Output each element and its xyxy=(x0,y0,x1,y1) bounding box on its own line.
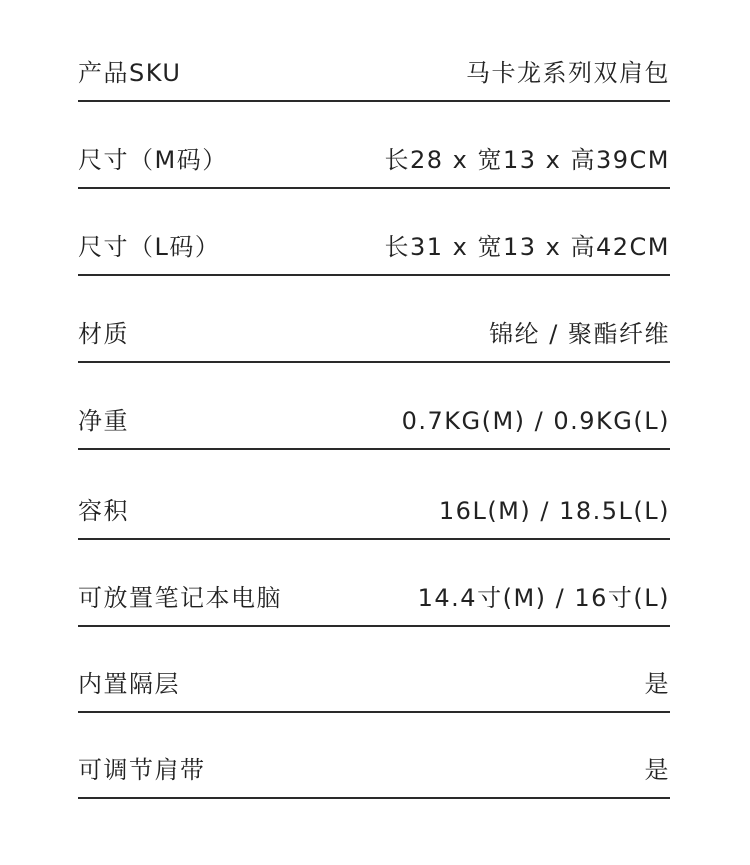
spec-label: 材质 xyxy=(78,320,129,348)
spec-row-size-m xyxy=(78,102,670,189)
spec-value: 16L(M) / 18.5L(L) xyxy=(438,497,670,525)
spec-row-compartment xyxy=(78,627,670,713)
spec-value: 0.7KG(M) / 0.9KG(L) xyxy=(401,407,670,435)
spec-value: 锦纶 / 聚酯纤维 xyxy=(489,320,670,348)
spec-row-material xyxy=(78,276,670,363)
spec-label: 可放置笔记本电脑 xyxy=(78,584,282,612)
spec-value: 长28 x 宽13 x 高39CM xyxy=(384,146,670,174)
spec-value: 14.4寸(M) / 16寸(L) xyxy=(417,584,670,612)
spec-label: 内置隔层 xyxy=(78,670,180,698)
spec-value: 是 xyxy=(644,756,670,784)
spec-label: 可调节肩带 xyxy=(78,756,206,784)
spec-row-weight xyxy=(78,363,670,450)
spec-row-strap xyxy=(78,713,670,799)
spec-value: 马卡龙系列双肩包 xyxy=(466,59,670,87)
spec-value: 长31 x 宽13 x 高42CM xyxy=(384,233,670,261)
spec-label: 产品SKU xyxy=(78,59,182,87)
spec-label: 净重 xyxy=(78,407,129,435)
spec-row-capacity xyxy=(78,450,670,540)
spec-row-sku xyxy=(78,44,670,102)
spec-label: 尺寸（L码） xyxy=(78,233,221,261)
spec-row-laptop xyxy=(78,540,670,627)
spec-row-size-l xyxy=(78,189,670,276)
spec-label: 容积 xyxy=(78,497,129,525)
spec-value: 是 xyxy=(644,670,670,698)
spec-label: 尺寸（M码） xyxy=(78,146,228,174)
